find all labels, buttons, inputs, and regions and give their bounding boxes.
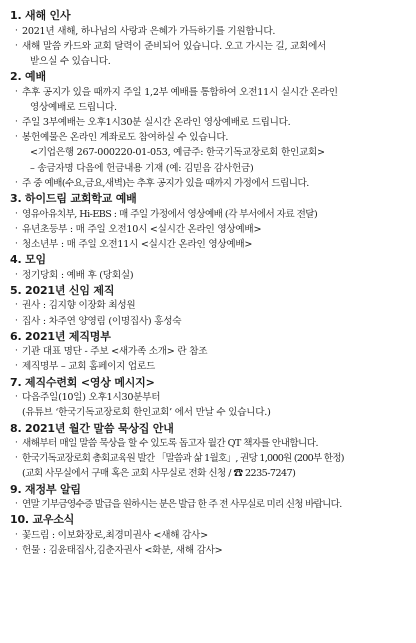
list-item-continuation: – 송금자명 다음에 헌금내용 기재 (예: 김믿음 감사헌금) bbox=[30, 162, 254, 174]
bullet-icon: · bbox=[15, 453, 18, 464]
list-item: · 기관 대표 명단 - 주보 <새가족 소개> 란 참조 bbox=[10, 344, 410, 359]
list-item: · 헌물 : 김윤태집사,김춘자권사 <화분, 새해 감사> bbox=[10, 543, 410, 558]
bullet-icon: · bbox=[15, 132, 18, 143]
bullet-icon: · bbox=[15, 117, 18, 128]
list-item: · 영유아유치부, Hi-EBS : 매 주일 가정에서 영상예배 (각 부서에서 자료 전달) bbox=[10, 207, 410, 222]
bullet-icon: · bbox=[15, 223, 18, 234]
list-item: · 추후 공지가 있을 때까지 주일 1,2부 예배를 통합하여 오전11시 실시간 온라인 bbox=[10, 85, 410, 100]
bullet-icon: · bbox=[15, 25, 18, 36]
bullet-icon: · bbox=[15, 269, 18, 280]
section-worship bbox=[10, 69, 410, 191]
bullet-icon: · bbox=[15, 315, 18, 326]
section-title: 3. 하이드림 교회학교 예배 bbox=[10, 192, 137, 206]
list-item: · 정기당회 : 예배 후 (당회실) bbox=[10, 268, 410, 283]
section-meetings bbox=[10, 252, 410, 283]
list-item: · 봉헌예물은 온라인 계좌로도 참여하실 수 있습니다. bbox=[10, 130, 410, 145]
list-item: · 한국기독교장로회 총회교육원 발간 「말씀과 삶 1월호」, 권당 1,000원 (200부 한정) bbox=[10, 451, 410, 466]
list-item: · 청소년부 : 매 주일 오전11시 <실시간 온라인 영상예배> bbox=[10, 237, 410, 252]
list-item: · 꽃드림 : 이보화장로,최경미권사 <새해 감사> bbox=[10, 528, 410, 543]
bullet-icon: · bbox=[15, 361, 18, 372]
section-new-officers bbox=[10, 283, 410, 329]
bullet-icon: · bbox=[15, 40, 18, 51]
bullet-icon: · bbox=[15, 392, 18, 403]
section-title: 4. 모임 bbox=[10, 253, 46, 267]
bullet-icon: · bbox=[15, 86, 18, 97]
bullet-icon: · bbox=[15, 499, 18, 510]
bullet-icon: · bbox=[15, 346, 18, 357]
list-item-continuation: 받으실 수 있습니다. bbox=[30, 55, 111, 67]
section-title: 1. 새해 인사 bbox=[10, 9, 71, 22]
list-item: · 유년초등부 : 매 주일 오전10시 <실시간 온라인 영상예배> bbox=[10, 222, 410, 237]
bullet-icon: · bbox=[15, 529, 18, 540]
list-item: · 다음주일(10일) 오후1시30분부터 bbox=[10, 390, 410, 405]
list-item-continuation: (교회 사무실에서 구매 혹은 교회 사무실로 전화 신청 / ☎ 2235-7247) bbox=[22, 468, 296, 480]
list-item: · 새해 말씀 카드와 교회 달력이 준비되어 있습니다. 오고 가시는 길, 교회에서 bbox=[10, 39, 410, 54]
bullet-icon: · bbox=[15, 238, 18, 249]
section-title: 6. 2021년 제직명부 bbox=[10, 329, 111, 343]
section-title: 5. 2021년 신임 제직 bbox=[10, 283, 115, 297]
list-item: · 2021년 새해, 하나님의 사랑과 은혜가 가득하기를 기원합니다. bbox=[10, 24, 410, 39]
bullet-icon: · bbox=[15, 208, 18, 219]
list-item: · 주 중 예배(수요,금요,새벽)는 추후 공지가 있을 때까지 가정에서 드립니다. bbox=[10, 176, 410, 191]
list-item-continuation: 영상예배로 드립니다. bbox=[30, 101, 117, 113]
section-title: 8. 2021년 월간 말씀 묵상집 안내 bbox=[10, 421, 174, 435]
section-title: 2. 예배 bbox=[10, 70, 46, 84]
bullet-icon: · bbox=[15, 438, 18, 449]
list-item: · 집사 : 차주연 양영림 (이명집사) 홍성숙 bbox=[10, 314, 410, 329]
section-church-school bbox=[10, 191, 410, 252]
section-officer-retreat bbox=[10, 375, 410, 421]
section-new-year-greeting bbox=[10, 8, 410, 69]
section-member-news bbox=[10, 512, 410, 558]
section-title: 7. 제직수련회 <영상 메시지> bbox=[10, 375, 155, 389]
section-devotional-guide bbox=[10, 421, 410, 482]
section-title: 10. 교우소식 bbox=[10, 513, 75, 527]
bullet-icon: · bbox=[15, 177, 18, 188]
list-item: · 제직명부 – 교회 홈페이지 업로드 bbox=[10, 359, 410, 374]
section-officer-roster bbox=[10, 329, 410, 375]
list-item-continuation: (유튜브 ‘한국기독교장로회 한인교회’ 에서 만날 수 있습니다.) bbox=[22, 407, 271, 419]
list-item-continuation: <기업은행 267-000220-01-053, 예금주: 한국기독교장로회 한인교회> bbox=[30, 147, 325, 159]
section-finance-notice bbox=[10, 482, 410, 513]
list-item: · 주일 3부예배는 오후1시30분 실시간 온라인 영상예배로 드립니다. bbox=[10, 115, 410, 130]
list-item: · 연말 기부금영수증 발급을 원하시는 분은 발급 한 주 전 사무실로 미리 신청 바랍니다. bbox=[10, 497, 410, 512]
section-title: 9. 재정부 알림 bbox=[10, 482, 81, 496]
bullet-icon: · bbox=[15, 300, 18, 311]
list-item: · 새해부터 매일 말씀 묵상을 할 수 있도록 돕고자 월간 QT 책자를 안내합니다. bbox=[10, 436, 410, 451]
list-item: · 권사 : 김지향 이장화 최성원 bbox=[10, 298, 410, 313]
bullet-icon: · bbox=[15, 545, 18, 556]
